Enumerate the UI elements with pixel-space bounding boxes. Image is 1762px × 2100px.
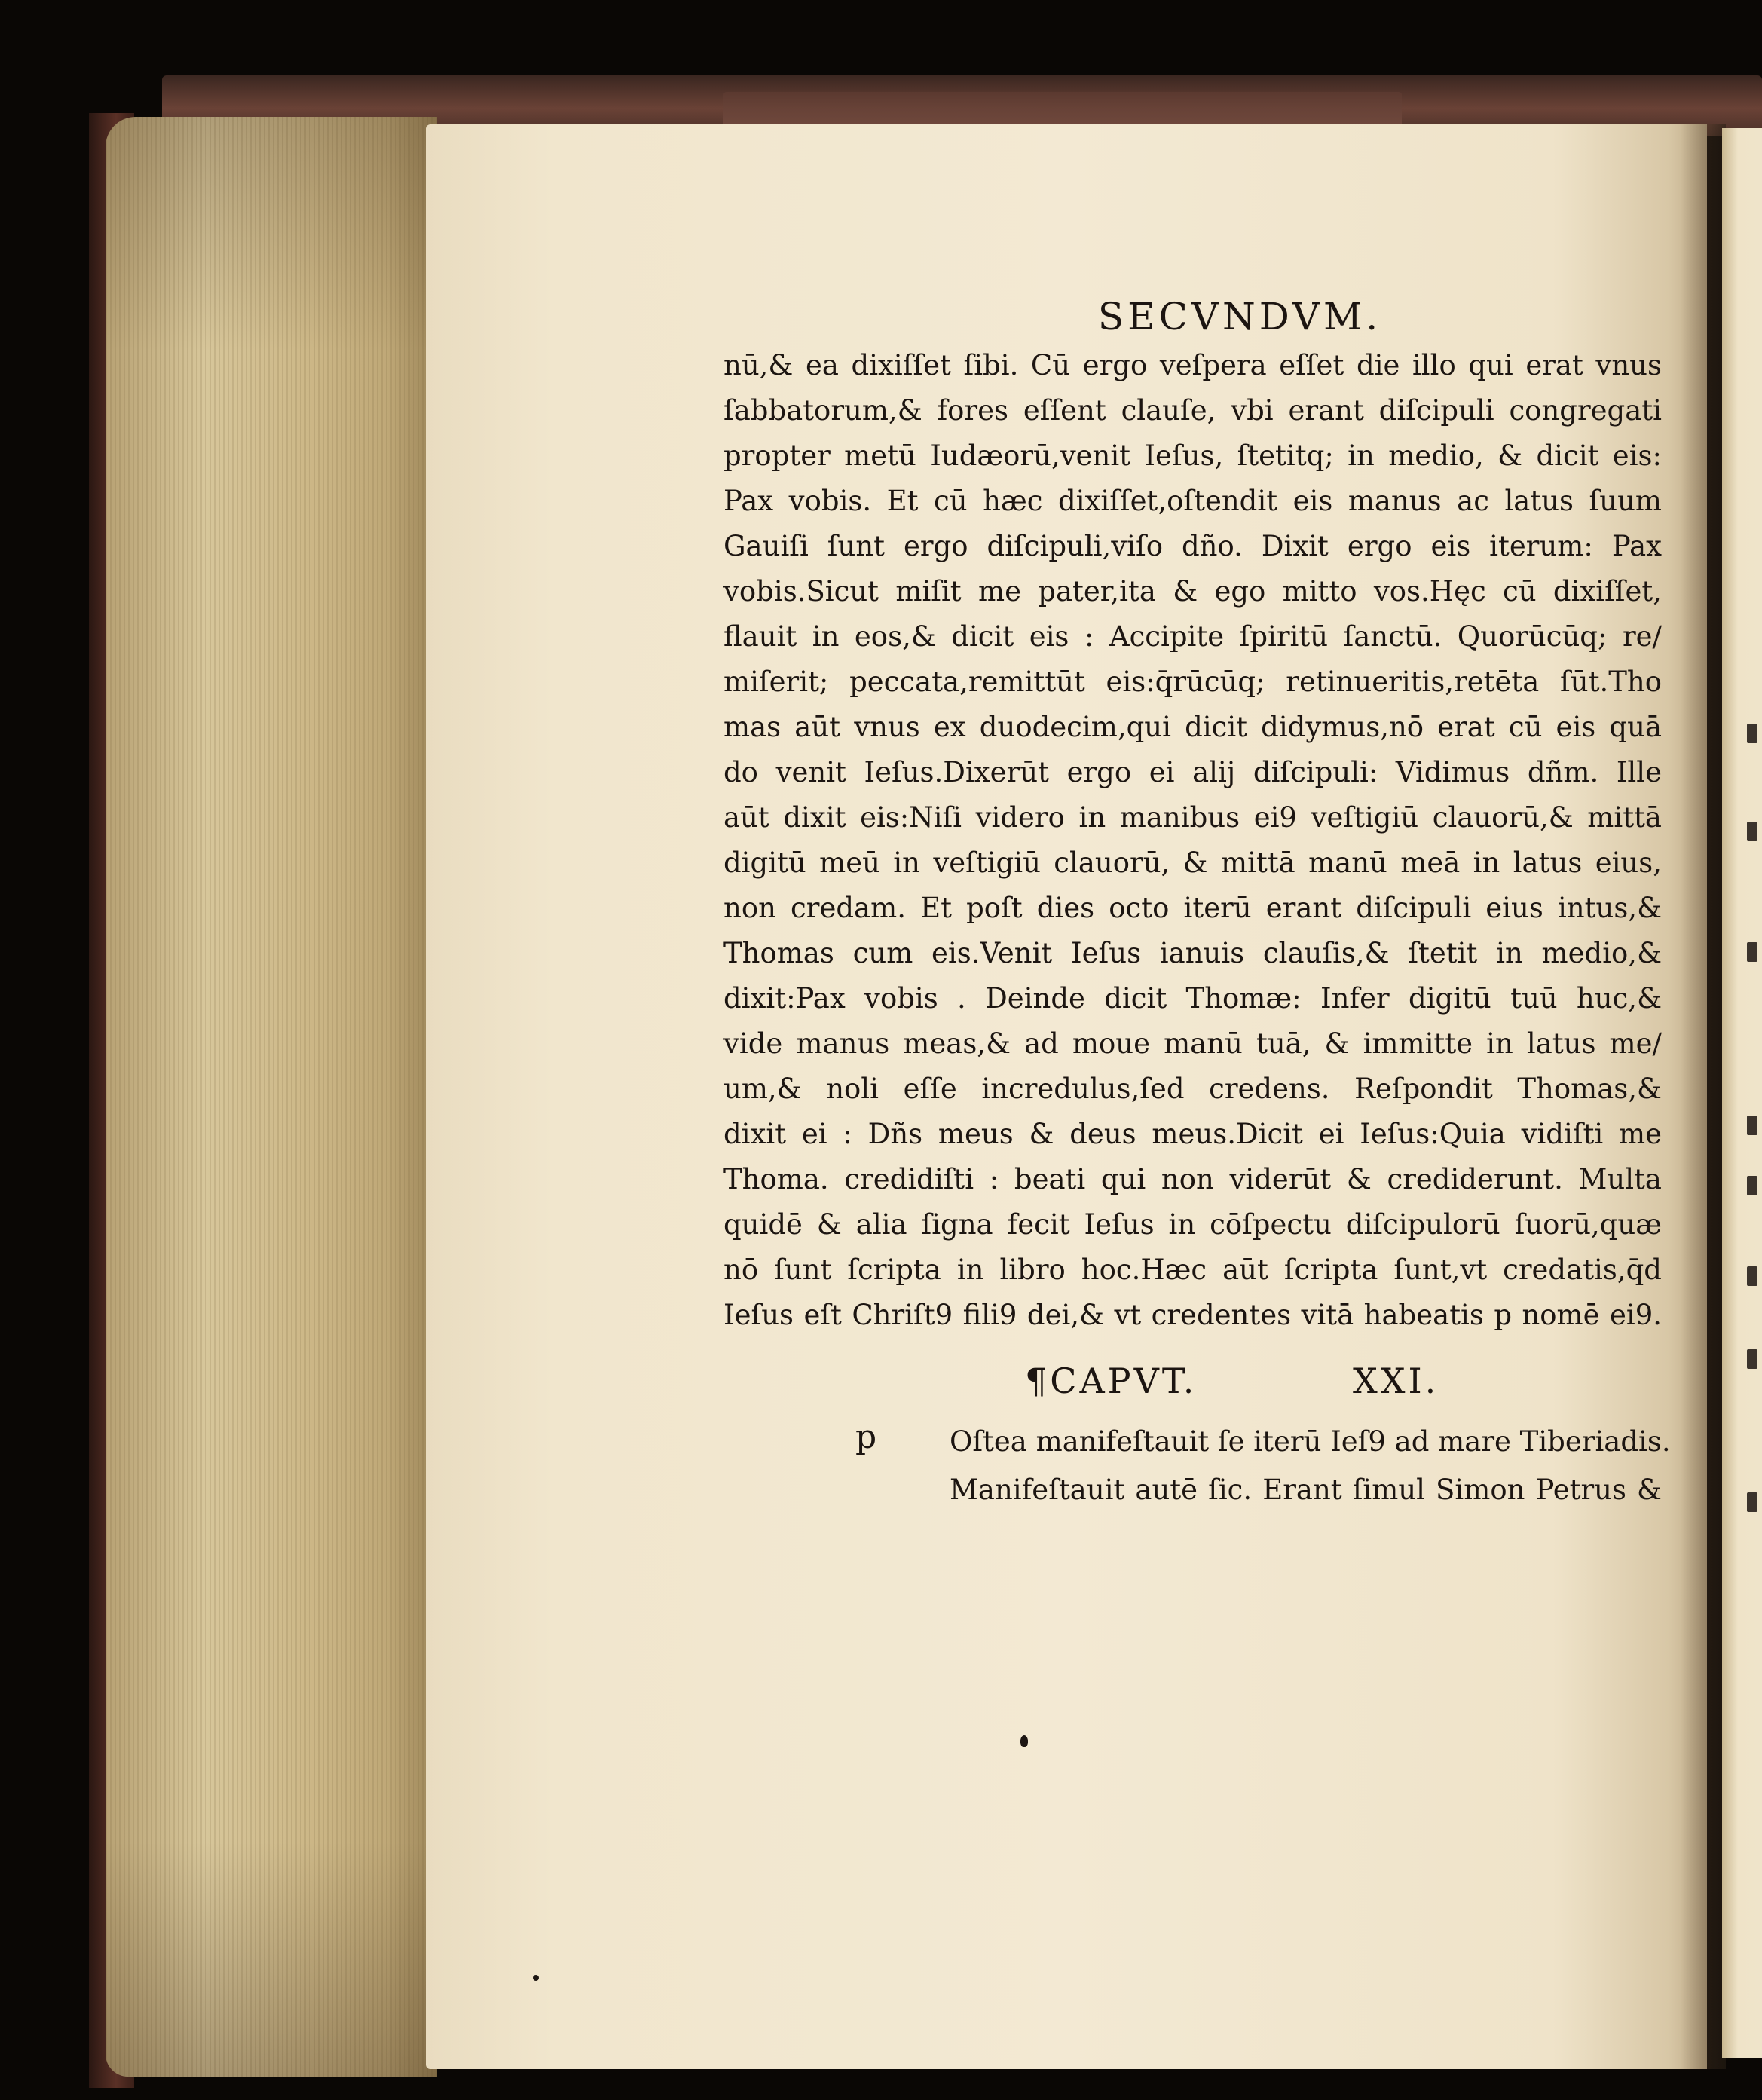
right-page-glyph	[1747, 1349, 1757, 1369]
text-line: propter metū Iudæorū,venit Ieſus, ſtetitq; in medio, & dicit eis:	[723, 439, 1662, 472]
text-line: nō ſunt ſcripta in libro hoc.Hæc aūt ſcripta ſunt,vt credatis,q̄d	[723, 1254, 1662, 1286]
text-line: um,& noli eſſe incredulus,ſed credens. Reſpondit Thomas,&	[723, 1073, 1662, 1105]
right-page-sliver	[1722, 128, 1762, 2058]
text-line: nū,& ea dixiſſet ſibi. Cū ergo veſpera eſſet die illo qui erat vnus	[723, 349, 1662, 381]
right-page-glyph	[1747, 1266, 1757, 1286]
text-line: non credam. Et poſt dies octo iterū erant diſcipuli eius intus,&	[723, 892, 1662, 924]
text-line: Thomas cum eis.Venit Ieſus ianuis clauſis,& ſtetit in medio,&	[723, 937, 1662, 969]
right-page-glyph	[1747, 1116, 1757, 1135]
chapter-text-line: Oſtea manifeſtauit ſe iterū Ieſ9 ad mare Tiberiadis.	[950, 1425, 1671, 1458]
text-line: do venit Ieſus.Dixerūt ergo ei alij diſcipuli: Vidimus dñm. Ille	[723, 756, 1662, 788]
text-line: Thoma. credidiſti : beati qui non viderūt & crediderunt. Multa	[723, 1163, 1662, 1195]
text-line: dixit:Pax vobis . Deinde dicit Thomæ: Infer digitū tuū huc,&	[723, 982, 1662, 1015]
page-edges-shade	[106, 117, 437, 2077]
chapter-text-line: Manifeſtauit autē ſic. Erant ſimul Simon Petrus &	[950, 1474, 1662, 1506]
text-line: aūt dixit eis:Niſi videro in manibus ei9 veſtigiū clauorū,& mittā	[723, 801, 1662, 834]
chapter-heading-number: XXI.	[1353, 1361, 1439, 1401]
text-line: Pax vobis. Et cū hæc dixiſſet,oſtendit eis manus ac latus ſuum	[723, 485, 1662, 517]
guide-letter: p	[855, 1418, 877, 1456]
chapter-heading-label: ¶CAPVT.	[1025, 1361, 1198, 1401]
text-line: miſerit; peccata,remittūt eis:q̄rūcūq; retinueritis,retēta ſūt.Tho	[723, 666, 1662, 698]
right-page-glyph	[1747, 724, 1757, 743]
right-page-glyph	[1747, 1176, 1757, 1195]
text-line: Ieſus eſt Chriſt9 fili9 dei,& vt credentes vitā habeatis p nomē ei9.	[723, 1299, 1662, 1331]
text-line: quidē & alia ſigna fecit Ieſus in cōſpectu diſcipulorū ſuorū,quæ	[723, 1208, 1662, 1241]
ink-mark	[1020, 1735, 1028, 1747]
right-page-glyph	[1747, 1492, 1757, 1512]
page-text-block	[723, 290, 1696, 1517]
ink-mark	[533, 1975, 539, 1981]
running-head: SECVNDVM.	[1097, 295, 1382, 338]
chapter-opening	[723, 1419, 1696, 1517]
text-line: flauit in eos,& dicit eis : Accipite ſpiritū ſanctū. Quorūcūq; re/	[723, 620, 1662, 653]
right-page-glyph	[1747, 942, 1757, 962]
text-line: dixit ei : Dñs meus & deus meus.Dicit ei Ieſus:Quia vidiſti me	[723, 1118, 1662, 1150]
text-line: vide manus meas,& ad moue manū tuā, & immitte in latus me/	[723, 1027, 1662, 1060]
text-line: vobis.Sicut miſit me pater,ita & ego mitto vos.Hęc cū dixiſſet,	[723, 575, 1662, 608]
right-page-glyph	[1747, 822, 1757, 841]
text-line: Gauiſi ſunt ergo diſcipuli,viſo dño. Dixit ergo eis iterum: Pax	[723, 530, 1662, 562]
chapter-heading	[723, 1350, 1696, 1415]
text-line: ſabbatorum,& fores eſſent clauſe, vbi erant diſcipuli congregati	[723, 394, 1662, 427]
text-line: digitū meū in veſtigiū clauorū, & mittā manū meā in latus eius,	[723, 846, 1662, 879]
text-line: mas aūt vnus ex duodecim,qui dicit didymus,nō erat cū eis quā	[723, 711, 1662, 743]
